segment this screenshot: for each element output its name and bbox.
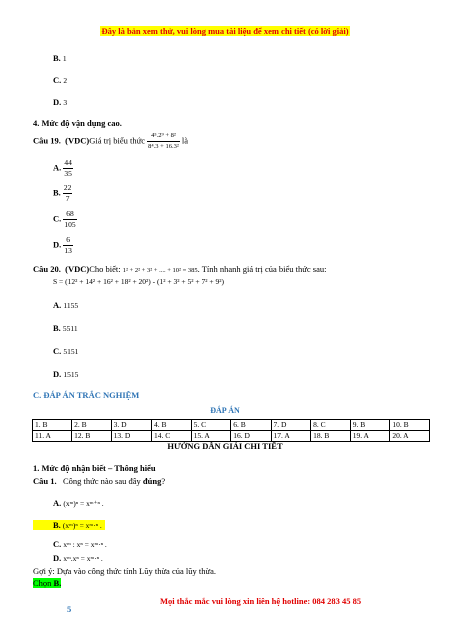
- answer-cell: 13. D: [111, 431, 151, 442]
- choose-answer: Chọn B.: [33, 578, 62, 588]
- answer-cell: 19. A: [350, 431, 390, 442]
- q1-option-a: A. (xᵐ)ⁿ = xᵐ⁺ⁿ .: [53, 498, 104, 508]
- q1-option-b-correct: B. (xᵐ)ⁿ = xᵐ·ⁿ .: [33, 520, 105, 530]
- answer-title: ĐÁP ÁN: [210, 406, 240, 415]
- answer-cell: 17. A: [271, 431, 311, 442]
- guide-title: HƯỚNG DẪN GIẢI CHI TIẾT: [167, 441, 283, 451]
- answer-cell: 18. B: [311, 431, 351, 442]
- answer-cell: 4. B: [152, 420, 192, 431]
- answer-cell: 9. B: [350, 420, 390, 431]
- level1-heading: 1. Mức độ nhận biết – Thông hiểu: [33, 463, 156, 473]
- answer-cell: 3. D: [111, 420, 151, 431]
- answer-cell: 5. C: [191, 420, 231, 431]
- question-1: Câu 1. Công thức nào sau đây đúng?: [33, 476, 166, 486]
- section-answers-heading: C. ĐÁP ÁN TRẮC NGHIỆM: [33, 390, 140, 400]
- answer-cell: 6. B: [231, 420, 271, 431]
- prev-option-d: D. 3: [53, 97, 68, 107]
- table-row: [33, 420, 430, 431]
- q19-option-c: C. $\frac{68}{105}$: [53, 209, 76, 229]
- q19-fraction: $\frac{\text{4⁵.2⁹ + 8²}}{\text{8⁴.3 + 16.3²}}$: [148, 132, 179, 150]
- answer-cell: 1. B: [33, 420, 72, 431]
- question-19: Câu 19. (VDC)Giá trị biểu thức $\frac{\text{4⁵.2⁹ + 8²}}{\text{8⁴.3 + 16.3²}}$ là: [33, 132, 189, 150]
- answer-cell: 15. A: [191, 431, 231, 442]
- q19-option-b: B. $\frac{22}{7}$: [53, 183, 72, 203]
- answer-cell: 14. C: [152, 431, 192, 442]
- q20-option-c: C. 5151: [53, 346, 79, 356]
- q20-option-a: A. 1155: [53, 300, 79, 310]
- q1-option-c: C. xᵐ : xⁿ = xᵐ·ⁿ .: [53, 539, 107, 549]
- answer-cell: 11. A: [33, 431, 72, 442]
- answer-cell: 12. B: [72, 431, 112, 442]
- question-20: Câu 20. (VDC)Cho biết: 1² + 2² + 3² + .... + 10² = 385. Tính nhanh giá trị của biểu thức sau:: [33, 264, 327, 274]
- answer-cell: 16. D: [231, 431, 271, 442]
- preview-banner: Đây là bản xem thử, vui lòng mua tài liệu để xem chi tiết (có lời giải): [101, 26, 349, 36]
- answer-table: [32, 419, 430, 442]
- q20-option-d: D. 1515: [53, 369, 79, 379]
- answer-cell: 7. D: [271, 420, 311, 431]
- q19-option-d: D. $\frac{6}{13}$: [53, 235, 72, 255]
- answer-cell: 20. A: [390, 431, 430, 442]
- prev-option-b: B. 1: [53, 53, 67, 63]
- q19-option-a: A. $\frac{44}{35}$: [53, 158, 72, 178]
- answer-cell: 10. B: [390, 420, 430, 431]
- q20-expression: S = (12² + 14² + 16² + 18² + 20²) - (1² + 3² + 5² + 7² + 9²): [53, 277, 224, 286]
- hint-text: Gợi ý: Dựa vào công thức tính Lũy thừa của lũy thừa.: [33, 566, 216, 576]
- answer-cell: 2. B: [72, 420, 112, 431]
- q20-option-b: B. 5511: [53, 323, 78, 333]
- table-row: [33, 431, 430, 442]
- prev-option-c: C. 2: [53, 75, 68, 85]
- level4-heading: 4. Mức độ vận dụng cao.: [33, 118, 122, 128]
- q1-option-d: D. xᵐ.xⁿ = xᵐ·ⁿ .: [53, 553, 103, 563]
- page-number: 5: [67, 604, 72, 614]
- hotline-footer: Mọi thắc mắc vui lòng xin liên hệ hotline: 084 283 45 85: [160, 596, 362, 606]
- answer-cell: 8. C: [311, 420, 351, 431]
